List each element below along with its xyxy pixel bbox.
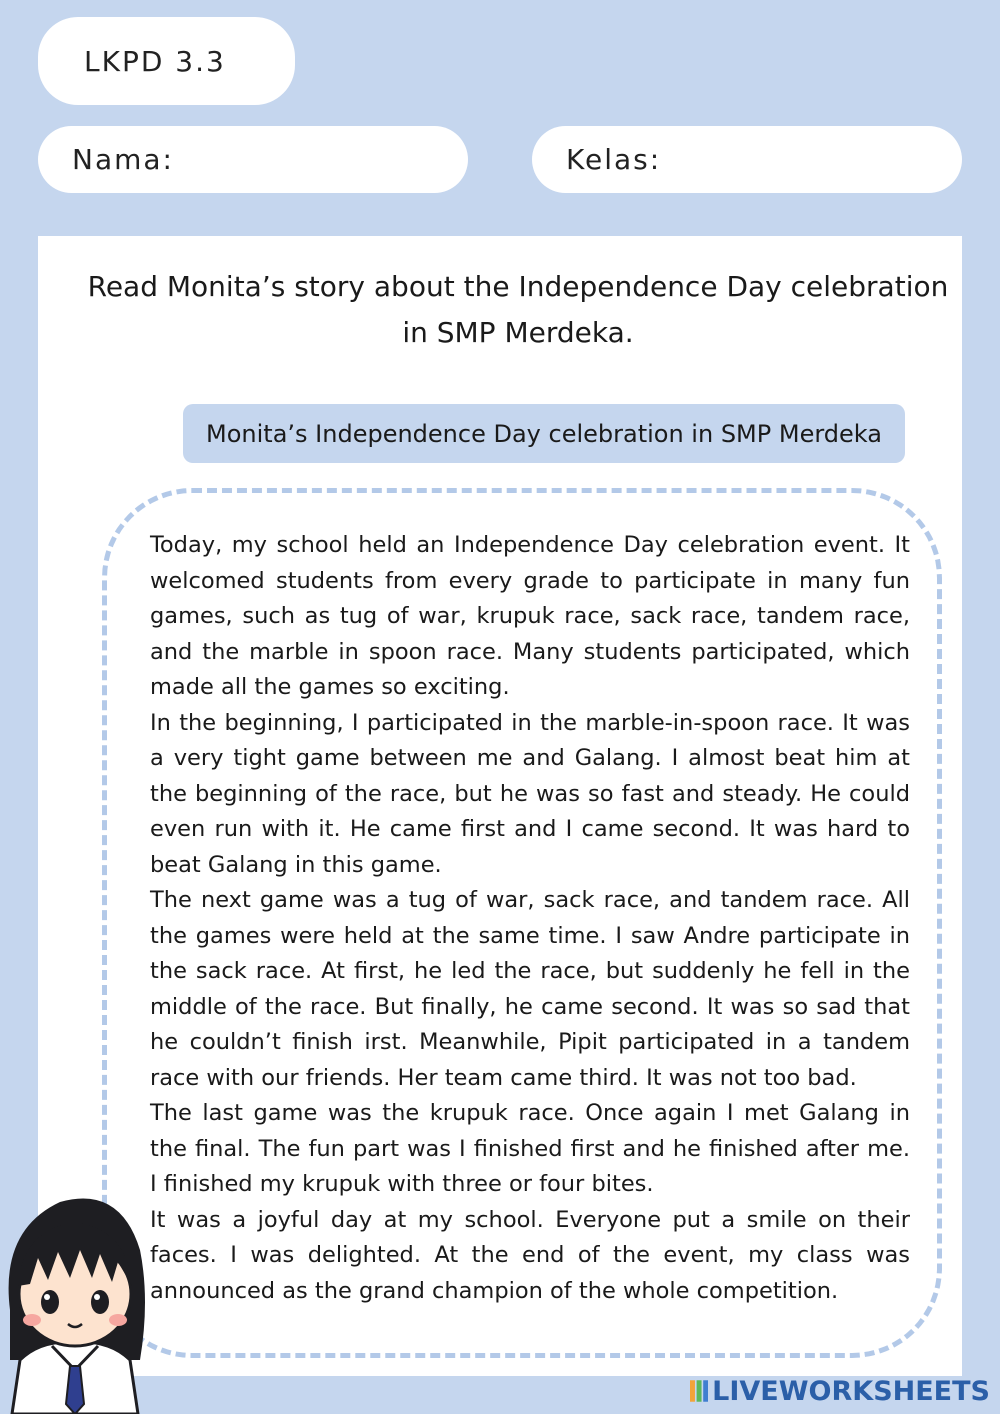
story-title: Monita’s Independence Day celebration in SMP Merdeka [206,419,882,448]
worksheet-code-pill [38,17,295,105]
story-body [150,528,910,1309]
name-field[interactable] [38,126,468,193]
class-label: Kelas: [566,143,662,176]
story-paragraph: The next game was a tug of war, sack race, and tandem race. All the games were held at the same time. I saw Andre participate in the sack race. At first, he led the race, but suddenly he fell in the middle of the race. But finally, he came second. It was so sad that he couldn’t finish irst. Meanwhile, Pipit participated in a tandem race with our friends. Her team came third. It was not too bad. [150,887,910,1091]
student-girl-illustration [0,1190,150,1414]
instruction-text: Read Monita’s story about the Independence Day celebration in SMP Merdeka. [87,270,949,349]
name-label: Nama: [72,143,174,176]
story-paragraph: The last game was the krupuk race. Once again I met Galang in the final. The fun part was I finished first and he finished after me. I finished my krupuk with three or four bites. [150,1100,910,1197]
story-paragraph: It was a joyful day at my school. Everyone put a smile on their faces. I was delighted. At the end of the event, my class was announced as the grand champion of the whole competition. [150,1206,910,1304]
liveworksheets-watermark [690,1374,990,1408]
liveworksheets-logo-icon [690,1378,708,1404]
worksheet-code: LKPD 3.3 [84,44,226,78]
watermark-text: LIVEWORKSHEETS [712,1375,990,1407]
story-title-box [183,404,905,463]
story-paragraph: In the beginning, I participated in the marble-in-spoon race. It was a very tight game between me and Galang. I almost beat him at the beginning of the race, but he was so fast and steady. He could even run with it. He came first and I came second. It was hard to beat Galang in this game. [150,709,910,878]
class-field[interactable] [532,126,962,193]
worksheet-sheet [38,236,962,1376]
story-paragraph: Today, my school held an Independence Day celebration event. It welcomed students from every grade to participate in many fun games, such as tug of war, krupuk race, sack race, tandem race, and the marble in spoon race. Many students participated, which made all the games so exciting. [150,532,910,700]
